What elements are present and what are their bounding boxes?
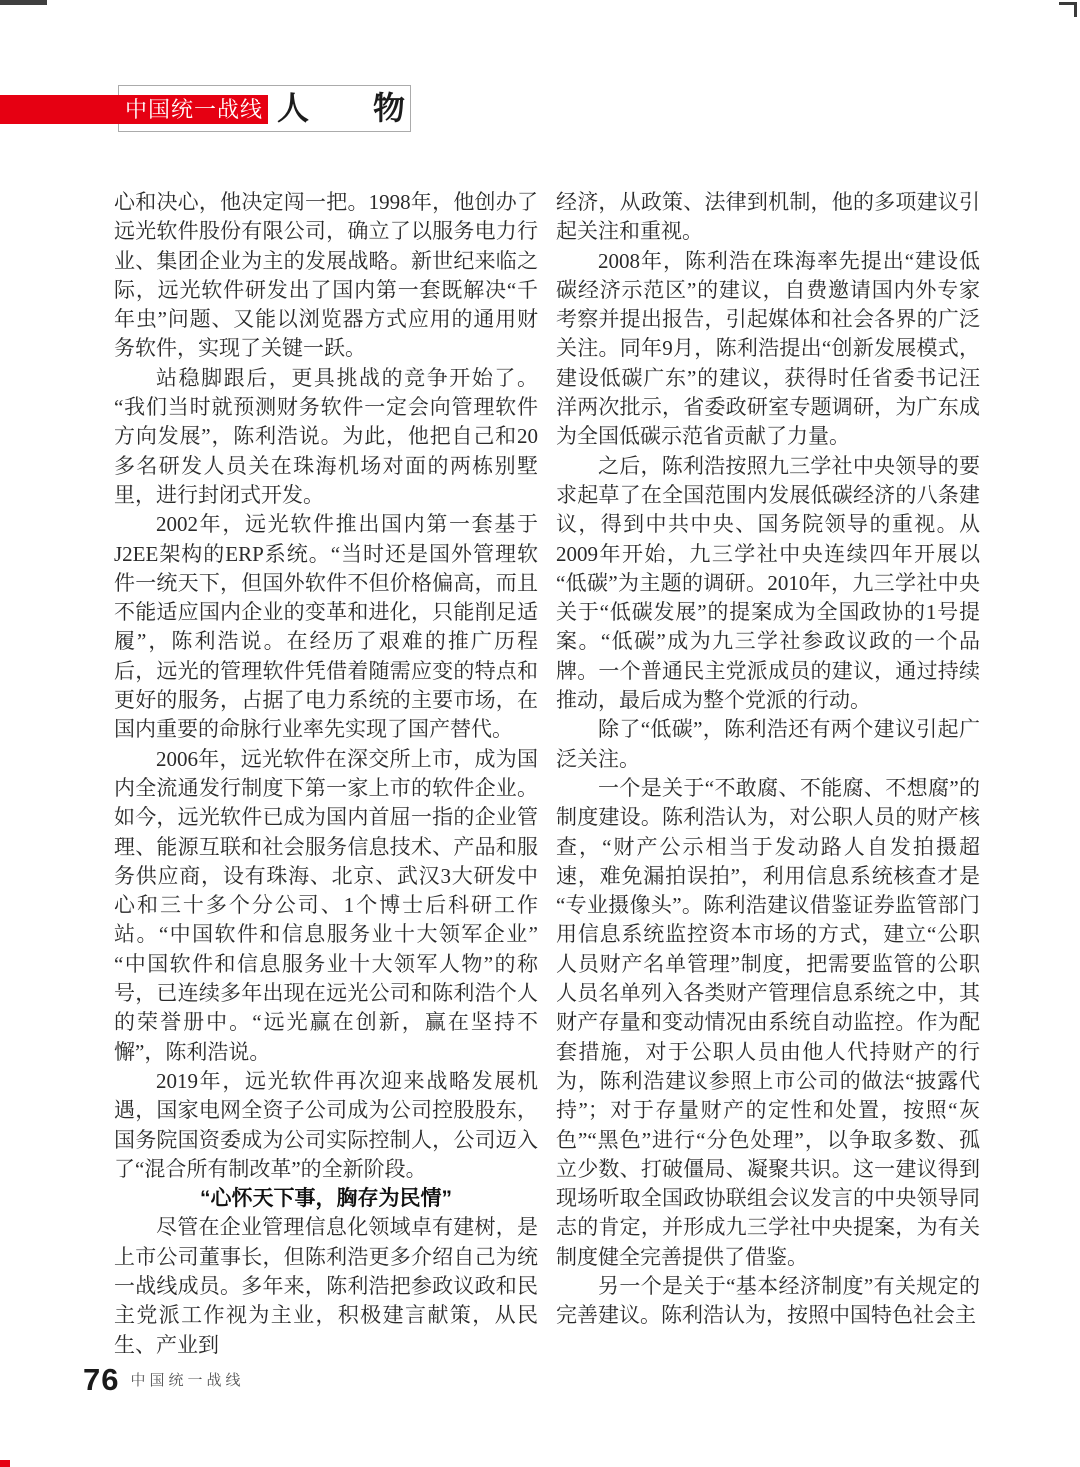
section-title: 人 物 bbox=[277, 90, 406, 126]
article-column-left bbox=[114, 188, 538, 1360]
article-paragraph: 心和决心，他决定闯一把。1998年，他创办了远光软件股份有限公司，确立了以服务电力行业、集团企业为主的发展战略。新世纪来临之际，远光软件研发出了国内第一套既解决“千年虫”问题、又能以浏览器方式应用的通用财务软件，实现了关键一跃。 bbox=[114, 190, 538, 361]
article-paragraph: 一个是关于“不敢腐、不能腐、不想腐”的制度建设。陈利浩认为，对公职人员的财产核查，“财产公示相当于发动路人自发拍摄超速，难免漏拍误拍”，利用信息系统核查才是“专业摄像头”。陈利浩建议借鉴证券监管部门用信息系统监控资本市场的方式，建立“公职人员财产名单管理”制度，把需要监管的公职人员名单列入各类财产管理信息系统之中，其财产存量和变动情况由系统自动监控。作为配套措施，对于公职人员由他人代持财产的行为，陈利浩建议参照上市公司的做法“披露代持”；对于存量财产的定性和处置，按照“灰色”“黑色”进行“分色处理”，以争取多数、孤立少数、打破僵局、凝聚共识。这一建议得到现场听取全国政协联组会议发言的中央领导同志的肯定，并形成九三学社中央提案，为有关制度健全完善提供了借鉴。 bbox=[556, 775, 980, 1269]
article-paragraph: 2006年，远光软件在深交所上市，成为国内全流通发行制度下第一家上市的软件企业。如今，远光软件已成为国内首屈一指的企业管理、能源互联和社会服务信息技术、产品和服务供应商，设有珠海、北京、武汉3大研发中心和三十多个分公司、1个博士后科研工作站。“中国软件和信息服务业十大领军企业”“中国软件和信息服务业十大领军人物”的称号，已连续多年出现在远光公司和陈利浩个人的荣誉册中。“远光赢在创新，赢在坚持不懈”，陈利浩说。 bbox=[114, 746, 538, 1064]
page-footer bbox=[83, 1364, 245, 1395]
article-paragraph: 2008年，陈利浩在珠海率先提出“建设低碳经济示范区”的建议，自费邀请国内外专家考察并提出报告，引起媒体和社会各界的广泛关注。同年9月，陈利浩提出“创新发展模式，建设低碳广东”的建议，获得时任省委书记汪洋两次批示，省委政研室专题调研，为广东成为全国低碳示范省贡献了力量。 bbox=[556, 248, 980, 449]
article-paragraph: 尽管在企业管理信息化领域卓有建树，是上市公司董事长，但陈利浩更多介绍自己为统一战线成员。多年来，陈利浩把参政议政和民主党派工作视为主业，积极建言献策，从民生、产业到 bbox=[114, 1215, 538, 1357]
scan-artifact-bottom-left bbox=[0, 1460, 10, 1467]
article-paragraph: 2002年，远光软件推出国内第一套基于J2EE架构的ERP系统。“当时还是国外管理软件一统天下，但国外软件不但价格偏高，而且不能适应国内企业的变革和进化，只能削足适履”，陈利浩说。在经历了艰难的推广历程后，远光的管理软件凭借着随需应变的特点和更好的服务，占据了电力系统的主要市场，在国内重要的命脉行业率先实现了国产替代。 bbox=[114, 512, 538, 742]
article-paragraph: 经济，从政策、法律到机制，他的多项建议引起关注和重视。 bbox=[556, 190, 980, 244]
article-paragraph: 另一个是关于“基本经济制度”有关规定的完善建议。陈利浩认为，按照中国特色社会主 bbox=[556, 1273, 980, 1328]
article-column-right bbox=[556, 188, 980, 1331]
page-corner-mark bbox=[1059, 2, 1077, 17]
brand-label: 中国统一战线 bbox=[124, 96, 263, 122]
article-paragraph: 之后，陈利浩按照九三学社中央领导的要求起草了在全国范围内发展低碳经济的八条建议，得到中共中央、国务院领导的重视。从2009年开始，九三学社中央连续四年开展以“低碳”为主题的调研。2010年，九三学社中央关于“低碳发展”的提案成为全国政协的1号提案。“低碳”成为九三学社参政议政的一个品牌。一个普通民主党派成员的建议，通过持续推动，最后成为整个党派的行动。 bbox=[556, 453, 980, 713]
journal-name: 中国统一战线 bbox=[130, 1373, 245, 1389]
brand-banner bbox=[0, 95, 268, 124]
article-paragraph: 除了“低碳”，陈利浩还有两个建议引起广泛关注。 bbox=[556, 717, 980, 771]
article-paragraph: 2019年，远光软件再次迎来战略发展机遇，国家电网全资子公司成为公司控股股东，国务院国资委成为公司实际控制人，公司迈入了“混合所有制改革”的全新阶段。 bbox=[114, 1068, 538, 1181]
scan-artifact-top-left bbox=[0, 0, 47, 5]
article-paragraph: 站稳脚跟后，更具挑战的竞争开始了。“我们当时就预测财务软件一定会向管理软件方向发展”，陈利浩说。为此，他把自己和20多名研发人员关在珠海机场对面的两栋别墅里，进行封闭式开发。 bbox=[114, 365, 538, 507]
article-subheading: “心怀天下事，胸存为民情” bbox=[200, 1187, 452, 1211]
page-number: 76 bbox=[83, 1362, 120, 1397]
